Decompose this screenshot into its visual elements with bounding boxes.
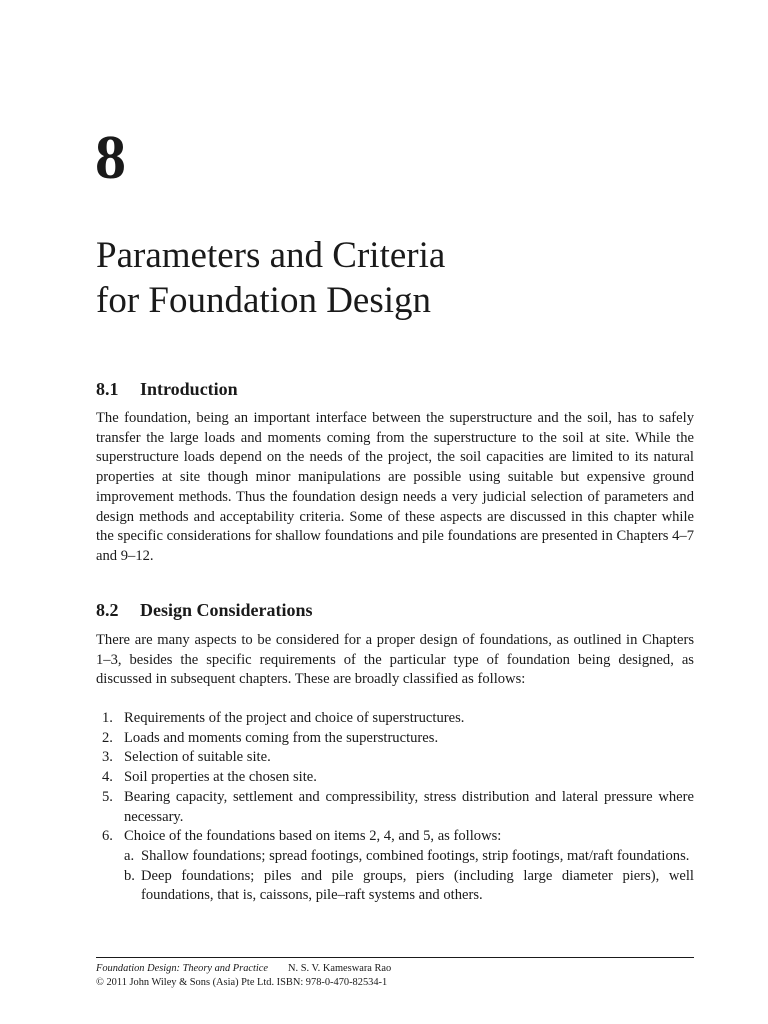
- list-item: [96, 729, 694, 749]
- design-considerations-paragraph: There are many aspects to be considered for a proper design of foundations, as outlined in Chapters 1–3, besides the specific requirements of the particular type of foundation being designed, as discussed in subsequent chapters. These are broadly classified as follows:: [96, 632, 694, 688]
- list-item: [96, 709, 694, 729]
- sublist-marker: a.: [124, 847, 135, 864]
- list-marker: 3.: [102, 749, 113, 766]
- list-marker: 4.: [102, 769, 113, 786]
- sublist-item-text: Deep foundations; piles and pile groups, piers (including large diameter piers), well foundations, that is, caissons, pile–raft systems and others.: [141, 867, 694, 904]
- page-footer: [96, 962, 694, 990]
- list-item: [96, 748, 694, 768]
- list-item-text: Choice of the foundations based on items 2, 4, and 5, as follows:: [124, 828, 502, 845]
- list-item-text: Bearing capacity, settlement and compressibility, stress distribution and lateral pressure where necessary.: [124, 788, 694, 825]
- list-item-text: Requirements of the project and choice of superstructures.: [124, 710, 465, 726]
- list-item: [96, 827, 694, 906]
- sublist-item-text: Shallow foundations; spread footings, combined footings, strip footings, mat/raft foundations.: [141, 847, 690, 864]
- considerations-list: [96, 709, 694, 906]
- section-number: 8.2: [96, 600, 119, 620]
- list-marker: 6.: [102, 828, 113, 845]
- sublist-marker: b.: [124, 867, 135, 884]
- chapter-title: [96, 233, 696, 323]
- section-title: Design Considerations: [140, 600, 313, 620]
- list-item-text: Loads and moments coming from the superstructures.: [124, 729, 439, 746]
- list-item: [96, 788, 694, 827]
- chapter-title-line-2: for Foundation Design: [96, 280, 432, 321]
- footer-author: N. S. V. Kameswara Rao: [288, 963, 392, 974]
- list-item: [96, 768, 694, 788]
- list-marker: 1.: [102, 710, 113, 726]
- sublist-item: [124, 867, 694, 906]
- sublist-item: [124, 847, 694, 867]
- section-heading-introduction: [96, 378, 238, 400]
- list-marker: 2.: [102, 729, 113, 746]
- chapter-title-line-1: Parameters and Criteria: [96, 235, 446, 276]
- list-marker: 5.: [102, 788, 113, 805]
- footer-citation-line: [96, 962, 694, 976]
- section-number: 8.1: [96, 379, 119, 399]
- footer-book-title: Foundation Design: Theory and Practice: [96, 963, 268, 974]
- section-title: Introduction: [140, 379, 238, 399]
- foundation-types-sublist: [124, 847, 694, 906]
- introduction-paragraph: The foundation, being an important interface between the superstructure and the soil, has to safely transfer the large loads and moments coming from the superstructure to the soil at site. While the superstructure loads depend on the needs of the project, the soil capacities are limited to its natural properties at site though minor manipulations are possible using suitable but expensive ground improvement methods. Thus the foundation design needs a very judicial selection of parameters and design methods and acceptability criteria. Some of these aspects are discussed in this chapter while the specific considerations for shallow foundations and pile foundations are presented in Chapters 4–7 and 9–12.: [96, 410, 694, 564]
- footer-copyright: © 2011 John Wiley & Sons (Asia) Pte Ltd. ISBN: 978-0-470-82534-1: [96, 977, 388, 988]
- list-item-text: Selection of suitable site.: [124, 749, 271, 766]
- section-heading-design-considerations: [96, 599, 313, 621]
- footer-divider: [96, 957, 694, 958]
- chapter-number: 8: [95, 124, 126, 192]
- list-item-text: Soil properties at the chosen site.: [124, 769, 317, 786]
